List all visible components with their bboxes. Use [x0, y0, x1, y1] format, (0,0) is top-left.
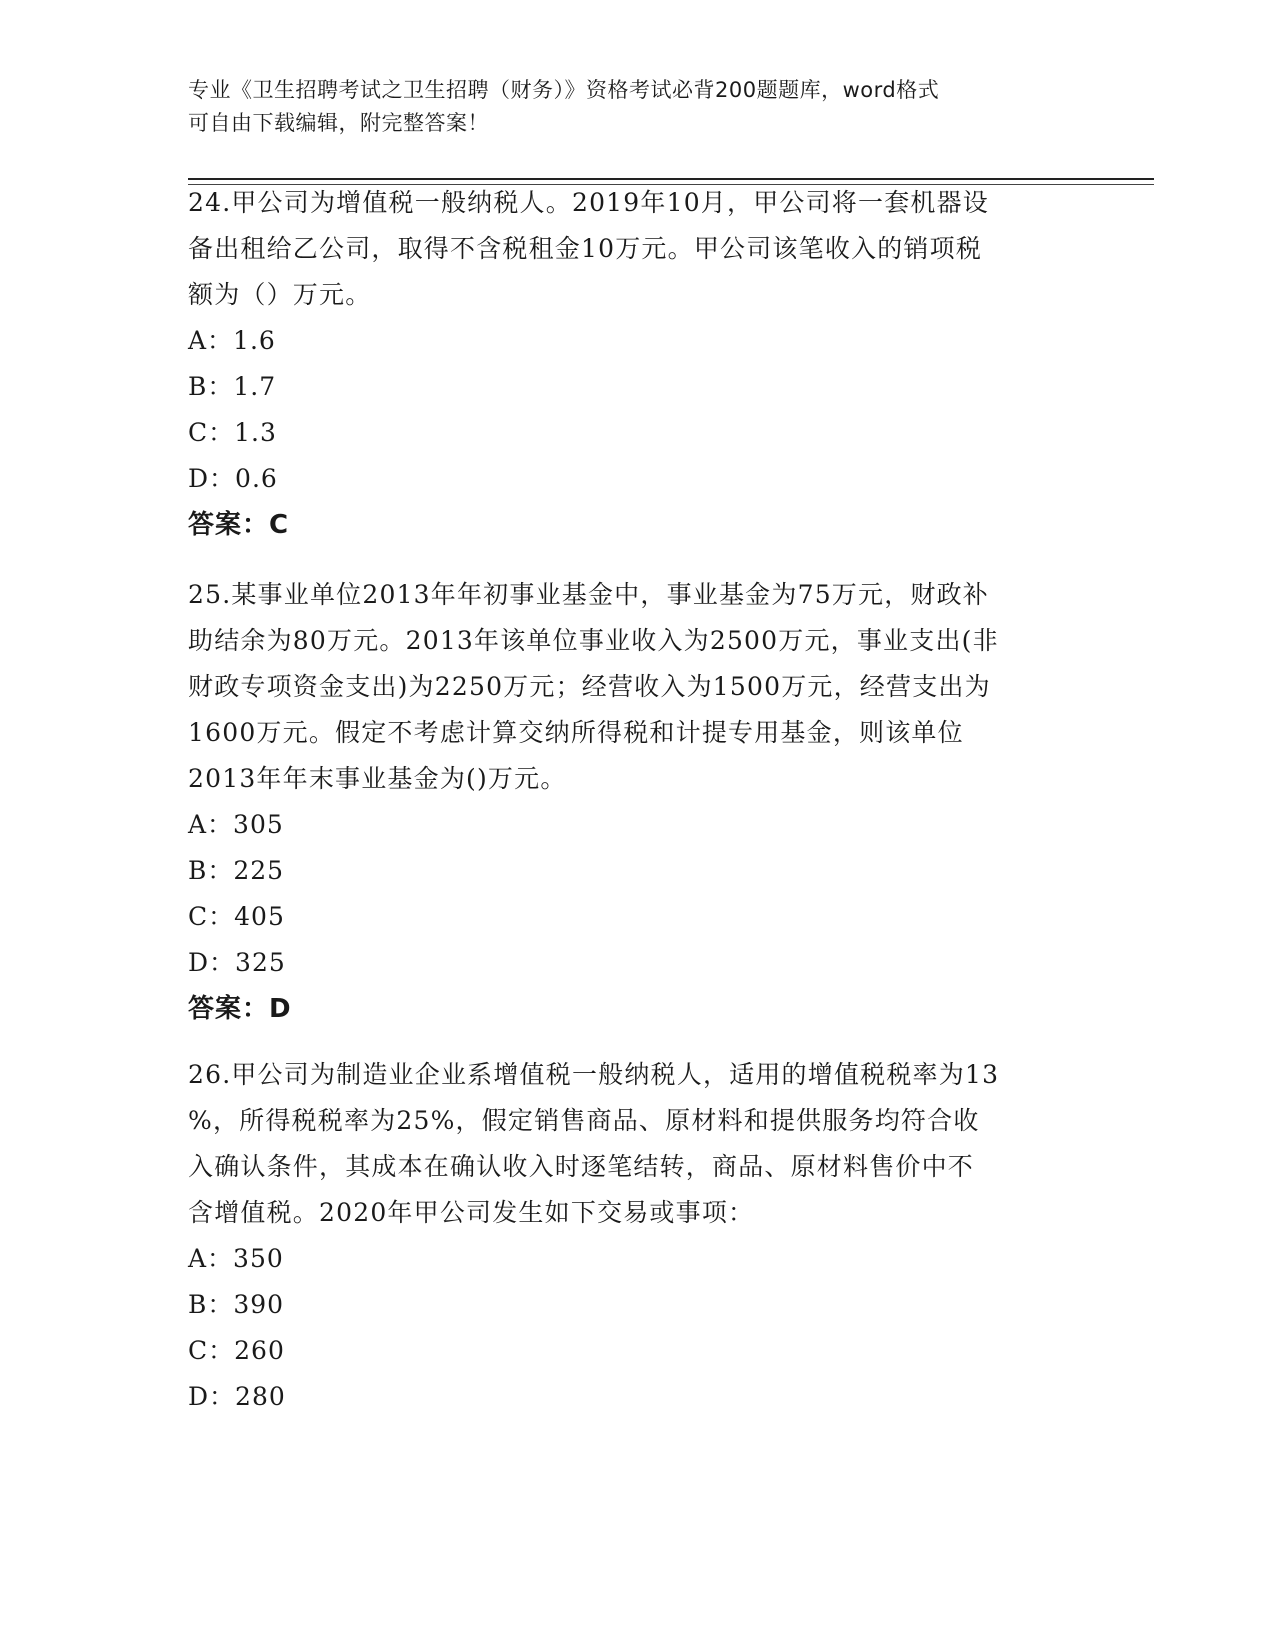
option-d: D：325	[188, 948, 286, 977]
question-text-line: 含增值税。2020年甲公司发生如下交易或事项：	[188, 1198, 755, 1227]
option-a: A：305	[188, 810, 284, 839]
question-text-line: 2013年年末事业基金为()万元。	[188, 764, 567, 793]
option-a: A：1.6	[188, 326, 276, 355]
question-25	[188, 572, 1088, 1032]
question-text-line: 备出租给乙公司，取得不含税租金10万元。甲公司该笔收入的销项税	[188, 234, 983, 263]
option-c: C：1.3	[188, 418, 277, 447]
question-text-line: 26.甲公司为制造业企业系增值税一般纳税人，适用的增值税税率为13	[188, 1060, 1000, 1089]
question-text-line: 25.某事业单位2013年年初事业基金中，事业基金为75万元，财政补	[188, 580, 989, 609]
question-text-line: 额为（）万元。	[188, 280, 372, 309]
option-c: C：405	[188, 902, 285, 931]
question-text-line: 助结余为80万元。2013年该单位事业收入为2500万元，事业支出(非	[188, 626, 999, 655]
question-24	[188, 180, 1088, 548]
option-a: A：350	[188, 1244, 284, 1273]
question-26	[188, 1052, 1088, 1420]
header-title-line-1: 专业《卫生招聘考试之卫生招聘（财务）》资格考试必背200题题库，word格式	[188, 78, 940, 102]
answer-label: 答案：C	[188, 510, 290, 540]
question-text-line: 1600万元。假定不考虑计算交纳所得税和计提专用基金，则该单位	[188, 718, 964, 747]
header-title-line-2: 可自由下载编辑，附完整答案！	[188, 111, 489, 135]
option-b: B：1.7	[188, 372, 277, 401]
option-b: B：390	[188, 1290, 285, 1319]
answer-label: 答案：D	[188, 994, 292, 1024]
question-text-line: %，所得税税率为25%，假定销售商品、原材料和提供服务均符合收	[188, 1106, 980, 1135]
option-d: D：280	[188, 1382, 286, 1411]
option-b: B：225	[188, 856, 285, 885]
option-c: C：260	[188, 1336, 285, 1365]
question-text-line: 财政专项资金支出)为2250万元；经营收入为1500万元，经营支出为	[188, 672, 991, 701]
question-text-line: 入确认条件，其成本在确认收入时逐笔结转，商品、原材料售价中不	[188, 1152, 975, 1181]
question-text-line: 24.甲公司为增值税一般纳税人。2019年10月，甲公司将一套机器设	[188, 188, 989, 217]
option-d: D：0.6	[188, 464, 278, 493]
document-header	[188, 74, 1068, 140]
